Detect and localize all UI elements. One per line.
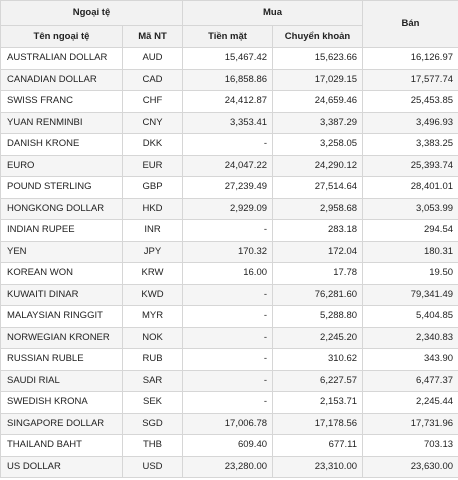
cash-buy-cell: -	[183, 220, 273, 242]
cash-buy-cell: -	[183, 349, 273, 371]
currency-code-cell: THB	[123, 435, 183, 457]
currency-name-cell: EURO	[1, 155, 123, 177]
transfer-buy-cell: 76,281.60	[273, 284, 363, 306]
currency-name-cell: SINGAPORE DOLLAR	[1, 413, 123, 435]
transfer-buy-cell: 24,659.46	[273, 91, 363, 113]
table-row	[1, 306, 458, 328]
sell-rate-cell: 2,245.44	[363, 392, 458, 414]
currency-name-cell: YEN	[1, 241, 123, 263]
sell-rate-cell: 3,053.99	[363, 198, 458, 220]
currency-code-cell: JPY	[123, 241, 183, 263]
cash-buy-cell: 3,353.41	[183, 112, 273, 134]
currency-code-cell: KRW	[123, 263, 183, 285]
table-row	[1, 112, 458, 134]
table-row	[1, 435, 458, 457]
table-row	[1, 69, 458, 91]
cash-buy-cell: -	[183, 134, 273, 156]
table-row	[1, 241, 458, 263]
cash-buy-cell: -	[183, 306, 273, 328]
currency-name-cell: KOREAN WON	[1, 263, 123, 285]
transfer-buy-cell: 3,258.05	[273, 134, 363, 156]
currency-name-cell: THAILAND BAHT	[1, 435, 123, 457]
currency-code-cell: CHF	[123, 91, 183, 113]
transfer-buy-cell: 17,178.56	[273, 413, 363, 435]
buy-group-header: Mua	[183, 1, 363, 26]
transfer-buy-cell: 27,514.64	[273, 177, 363, 199]
currency-code-cell: KWD	[123, 284, 183, 306]
currency-code-cell: NOK	[123, 327, 183, 349]
currency-group-header: Ngoại tệ	[1, 1, 183, 26]
cash-buy-cell: -	[183, 327, 273, 349]
table-row	[1, 413, 458, 435]
table-row	[1, 392, 458, 414]
sell-rate-cell: 3,383.25	[363, 134, 458, 156]
cash-buy-cell: 16.00	[183, 263, 273, 285]
cash-buy-cell: 609.40	[183, 435, 273, 457]
currency-name-cell: KUWAITI DINAR	[1, 284, 123, 306]
table-row	[1, 220, 458, 242]
transfer-buy-cell: 6,227.57	[273, 370, 363, 392]
transfer-buy-cell: 17,029.15	[273, 69, 363, 91]
currency-code-cell: MYR	[123, 306, 183, 328]
currency-name-cell: AUSTRALIAN DOLLAR	[1, 48, 123, 70]
sell-rate-cell: 28,401.01	[363, 177, 458, 199]
cash-buy-cell: 23,280.00	[183, 456, 273, 478]
currency-name-cell: NORWEGIAN KRONER	[1, 327, 123, 349]
currency-code-cell: EUR	[123, 155, 183, 177]
currency-name-cell: HONGKONG DOLLAR	[1, 198, 123, 220]
sell-rate-cell: 19.50	[363, 263, 458, 285]
sell-rate-cell: 3,496.93	[363, 112, 458, 134]
transfer-buy-cell: 2,153.71	[273, 392, 363, 414]
sell-rate-cell: 343.90	[363, 349, 458, 371]
sell-rate-cell: 5,404.85	[363, 306, 458, 328]
sell-rate-cell: 703.13	[363, 435, 458, 457]
cash-buy-cell: -	[183, 370, 273, 392]
transfer-buy-cell: 310.62	[273, 349, 363, 371]
cash-buy-cell: 2,929.09	[183, 198, 273, 220]
cash-buy-cell: 15,467.42	[183, 48, 273, 70]
cash-buy-cell: 24,412.87	[183, 91, 273, 113]
currency-name-cell: RUSSIAN RUBLE	[1, 349, 123, 371]
table-row	[1, 456, 458, 478]
currency-code-cell: HKD	[123, 198, 183, 220]
currency-name-cell: SAUDI RIAL	[1, 370, 123, 392]
transfer-buy-cell: 677.11	[273, 435, 363, 457]
table-row	[1, 155, 458, 177]
table-row	[1, 263, 458, 285]
transfer-buy-cell: 17.78	[273, 263, 363, 285]
currency-code-cell: CAD	[123, 69, 183, 91]
currency-code-cell: AUD	[123, 48, 183, 70]
table-row	[1, 349, 458, 371]
transfer-buy-cell: 15,623.66	[273, 48, 363, 70]
table-row	[1, 91, 458, 113]
table-row	[1, 48, 458, 70]
currency-name-cell: DANISH KRONE	[1, 134, 123, 156]
sell-rate-cell: 23,630.00	[363, 456, 458, 478]
code-header: Mã NT	[123, 26, 183, 48]
transfer-buy-cell: 2,245.20	[273, 327, 363, 349]
transfer-buy-cell: 2,958.68	[273, 198, 363, 220]
currency-code-cell: USD	[123, 456, 183, 478]
sell-header: Bán	[363, 1, 458, 48]
currency-name-cell: SWEDISH KRONA	[1, 392, 123, 414]
currency-code-cell: RUB	[123, 349, 183, 371]
transfer-buy-cell: 23,310.00	[273, 456, 363, 478]
currency-code-cell: SGD	[123, 413, 183, 435]
currency-code-cell: CNY	[123, 112, 183, 134]
table-row	[1, 198, 458, 220]
sell-rate-cell: 294.54	[363, 220, 458, 242]
currency-code-cell: GBP	[123, 177, 183, 199]
currency-name-cell: INDIAN RUPEE	[1, 220, 123, 242]
currency-code-cell: SAR	[123, 370, 183, 392]
table-row	[1, 284, 458, 306]
currency-name-cell: POUND STERLING	[1, 177, 123, 199]
transfer-buy-cell: 24,290.12	[273, 155, 363, 177]
currency-name-cell: YUAN RENMINBI	[1, 112, 123, 134]
table-row	[1, 134, 458, 156]
currency-code-cell: SEK	[123, 392, 183, 414]
currency-code-cell: DKK	[123, 134, 183, 156]
cash-buy-cell: 27,239.49	[183, 177, 273, 199]
table-row	[1, 177, 458, 199]
currency-code-cell: INR	[123, 220, 183, 242]
table-row	[1, 370, 458, 392]
sell-rate-cell: 17,577.74	[363, 69, 458, 91]
transfer-buy-cell: 283.18	[273, 220, 363, 242]
transfer-buy-cell: 172.04	[273, 241, 363, 263]
transfer-buy-cell: 5,288.80	[273, 306, 363, 328]
cash-buy-cell: -	[183, 284, 273, 306]
currency-name-cell: SWISS FRANC	[1, 91, 123, 113]
cash-buy-cell: 170.32	[183, 241, 273, 263]
currency-name-cell: US DOLLAR	[1, 456, 123, 478]
cash-buy-cell: 17,006.78	[183, 413, 273, 435]
cash-buy-cell: -	[183, 392, 273, 414]
sell-rate-cell: 16,126.97	[363, 48, 458, 70]
table-body	[1, 48, 458, 478]
table-header	[1, 1, 458, 48]
currency-name-cell: MALAYSIAN RINGGIT	[1, 306, 123, 328]
transfer-buy-cell: 3,387.29	[273, 112, 363, 134]
sell-rate-cell: 79,341.49	[363, 284, 458, 306]
transfer-header: Chuyển khoản	[273, 26, 363, 48]
cash-buy-cell: 24,047.22	[183, 155, 273, 177]
table-row	[1, 327, 458, 349]
cash-buy-cell: 16,858.86	[183, 69, 273, 91]
currency-name-header: Tên ngoại tệ	[1, 26, 123, 48]
sell-rate-cell: 6,477.37	[363, 370, 458, 392]
sell-rate-cell: 25,393.74	[363, 155, 458, 177]
sell-rate-cell: 180.31	[363, 241, 458, 263]
currency-name-cell: CANADIAN DOLLAR	[1, 69, 123, 91]
sell-rate-cell: 2,340.83	[363, 327, 458, 349]
cash-header: Tiền mặt	[183, 26, 273, 48]
sell-rate-cell: 17,731.96	[363, 413, 458, 435]
sell-rate-cell: 25,453.85	[363, 91, 458, 113]
